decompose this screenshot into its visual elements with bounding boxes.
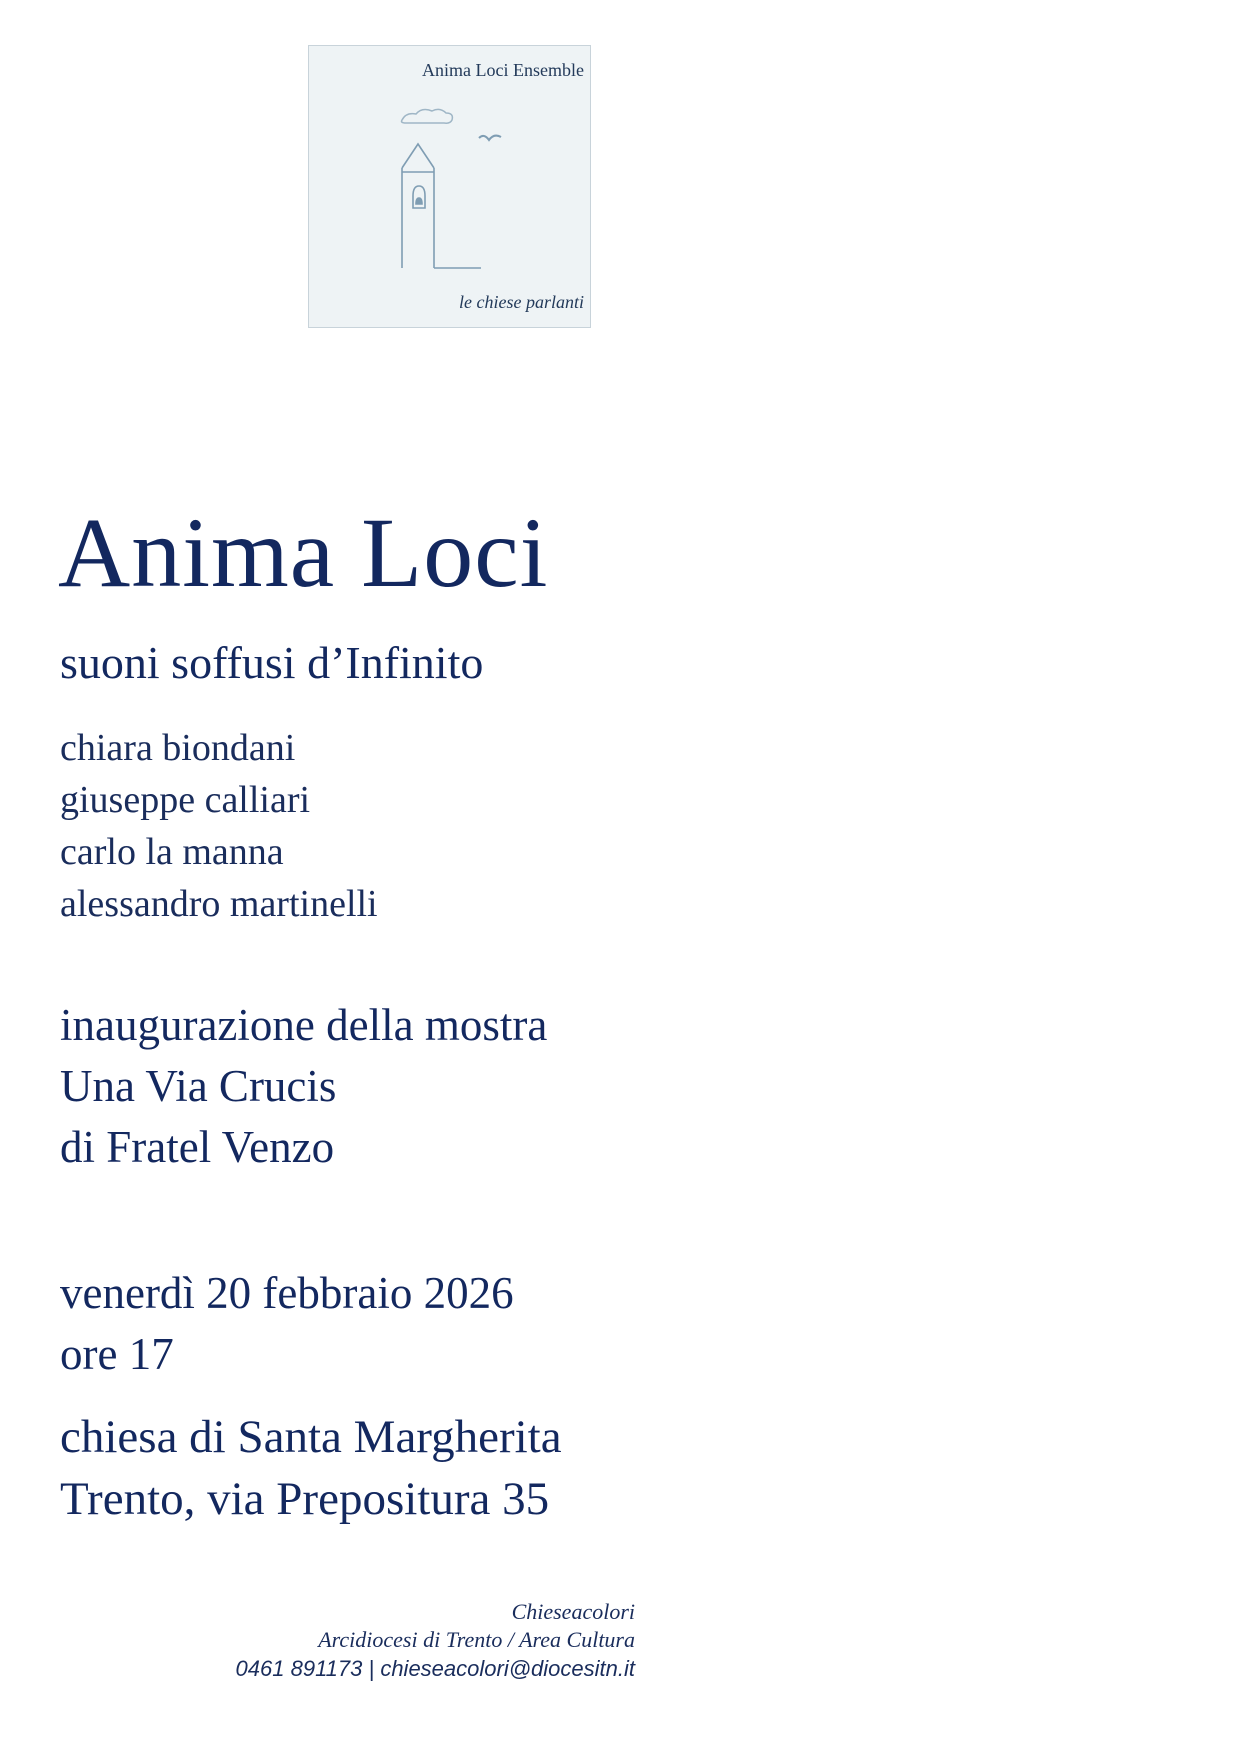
- cloud-icon: [402, 109, 453, 123]
- event-description: [60, 995, 547, 1178]
- event-datetime: [60, 1263, 514, 1385]
- event-place: chiesa di Santa Margherita: [60, 1411, 562, 1463]
- event-address: Trento, via Prepositura 35: [60, 1473, 550, 1525]
- event-location: [60, 1406, 562, 1530]
- event-line: Una Via Crucis: [60, 1061, 337, 1111]
- event-date: venerdì 20 febbraio 2026: [60, 1268, 514, 1318]
- bell-tower-icon: [402, 144, 481, 268]
- event-line: di Fratel Venzo: [60, 1122, 335, 1172]
- cover-subtitle: le chiese parlanti: [459, 292, 584, 312]
- page-subtitle: suoni soffusi d’Infinito: [60, 637, 484, 688]
- page-title: Anima Loci: [58, 497, 549, 608]
- event-line: inaugurazione della mostra: [60, 1000, 548, 1050]
- church-sketch-illustration: [309, 46, 592, 329]
- footer-contact: 0461 891173 | chieseacolori@diocesitn.it: [235, 1656, 635, 1681]
- footer: [236, 1598, 635, 1684]
- footer-department: Arcidiocesi di Trento / Area Cultura: [318, 1627, 635, 1652]
- bird-icon: [479, 136, 501, 140]
- event-time: ore 17: [60, 1329, 174, 1379]
- performer-name: carlo la manna: [60, 831, 284, 873]
- footer-organizer: Chieseacolori: [511, 1599, 635, 1624]
- album-cover: [308, 45, 591, 328]
- performer-name: chiara biondani: [60, 727, 296, 769]
- performer-name: giuseppe calliari: [60, 779, 311, 821]
- performers-list: [60, 722, 378, 930]
- cover-title: Anima Loci Ensemble: [422, 60, 584, 80]
- performer-name: alessandro martinelli: [60, 883, 378, 925]
